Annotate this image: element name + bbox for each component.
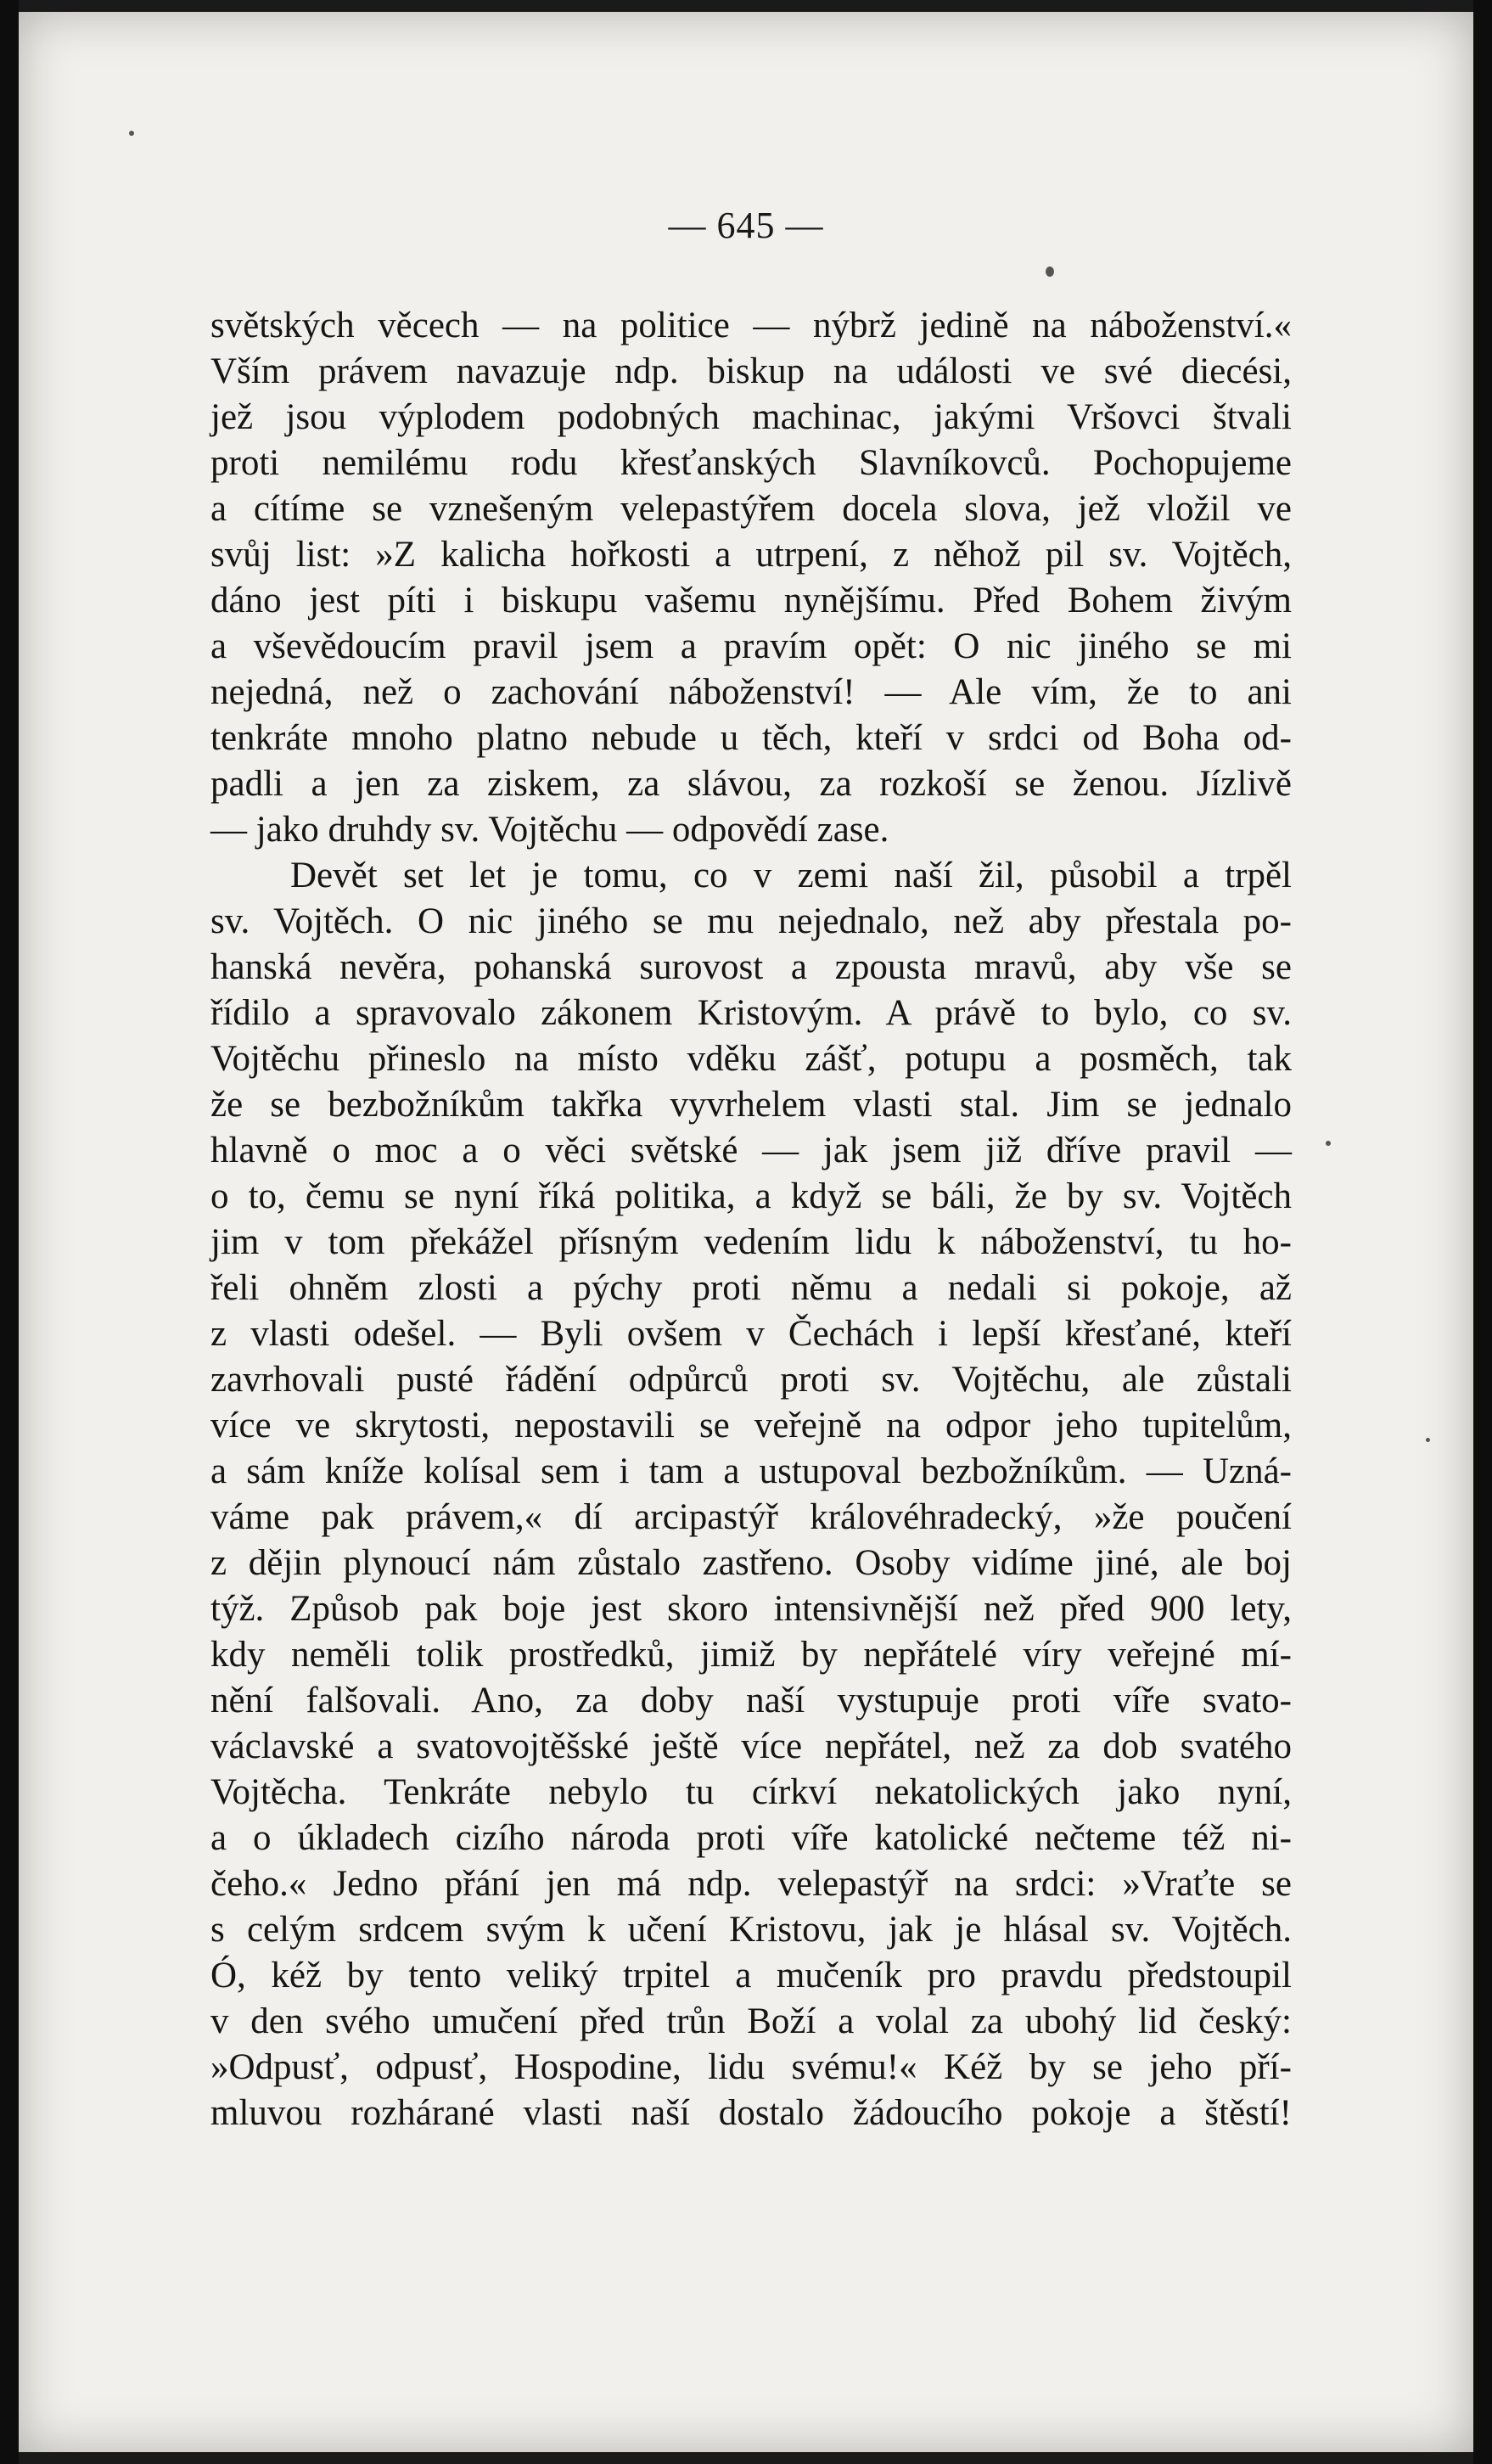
text-line: hanská nevěra, pohanská surovost a zpousta mravů, aby vše se (210, 947, 1292, 987)
text-line: mluvou rozhárané vlasti naší dostalo žádoucího pokoje a štěstí! (210, 2093, 1292, 2133)
text-line: jim v tom překážel přísným vedením lidu k náboženství, tu ho- (210, 1222, 1292, 1262)
text-line: nejedná, než o zachování náboženství! — Ale vím, že to ani (210, 672, 1292, 712)
text-line: zavrhovali pusté řádění odpůrců proti sv. Vojtěchu, ale zůstali (210, 1360, 1292, 1400)
text-line: z dějin plynoucí nám zůstalo zastřeno. Osoby vidíme jiné, ale boj (210, 1543, 1292, 1583)
text-line: Vojtěchu přineslo na místo vděku zášť, potupu a posměch, tak (210, 1039, 1292, 1079)
text-line: dáno jest píti i biskupu vašemu nynějšímu. Před Bohem živým (210, 581, 1292, 620)
text-line: proti nemilému rodu křesťanských Slavníkovců. Pochopujeme (210, 443, 1292, 483)
text-line: Ó, kéž by tento veliký trpitel a mučeník pro pravdu předstoupil (210, 1956, 1292, 1995)
text-line: o to, čemu se nyní říká politika, a když se báli, že by sv. Vojtěch (210, 1176, 1292, 1216)
text-line: — jako druhdy sv. Vojtěchu — odpovědí zase. (210, 810, 889, 850)
text-line: hlavně o moc a o věci světské — jak jsem již dříve pravil — (210, 1131, 1292, 1170)
body-text (210, 303, 1292, 2136)
text-line: Devět set let je tomu, co v zemi naší žil, působil a trpěl (290, 856, 1292, 895)
text-line: a sám kníže kolísal sem i tam a ustupoval bezbožníkům. — Uzná- (210, 1451, 1292, 1491)
text-line: sv. Vojtěch. O nic jiného se mu nejednalo, než aby přestala po- (210, 901, 1292, 941)
text-line: řídilo a spravovalo zákonem Kristovým. A právě to bylo, co sv. (210, 993, 1292, 1033)
text-line: tenkráte mnoho platno nebude u těch, kteří v srdci od Boha od- (210, 718, 1292, 758)
text-line: a cítíme se vznešeným velepastýřem docela slova, jež vložil ve (210, 489, 1292, 529)
text-line: více ve skrytosti, nepostavili se veřejně na odpor jeho tupitelům, (210, 1406, 1292, 1445)
text-line: padli a jen za ziskem, za slávou, za rozkoší se ženou. Jízlivě (210, 764, 1292, 804)
book-page (19, 12, 1473, 2452)
text-line: a o úkladech cizího národa proti víře katolické nečteme též ni- (210, 1818, 1292, 1858)
page-number: — 645 — (668, 205, 824, 246)
scan-left-edge (0, 0, 19, 2464)
scan-speck (1326, 1141, 1331, 1146)
text-line: a vševědoucím pravil jsem a pravím opět: O nic jiného se mi (210, 626, 1292, 666)
text-line: »Odpusť, odpusť, Hospodine, lidu svému!« Kéž by se jeho pří- (210, 2047, 1292, 2087)
text-line: světských věcech — na politice — nýbrž jedině na náboženství.« (210, 306, 1292, 345)
scan-speck (129, 131, 134, 136)
text-line: v den svého umučení před trůn Boží a volal za ubohý lid český: (210, 2001, 1292, 2041)
text-line: týž. Způsob pak boje jest skoro intensivnější než před 900 lety, (210, 1589, 1292, 1629)
text-line: řeli ohněm zlosti a pýchy proti němu a nedali si pokoje, až (210, 1268, 1292, 1308)
text-line: václavské a svatovojtěšské ještě více nepřátel, než za dob svatého (210, 1726, 1292, 1766)
text-line: váme pak právem,« dí arcipastýř královéhradecký, »že poučení (210, 1497, 1292, 1537)
scan-speck (1046, 267, 1054, 277)
scan-speck (1426, 1438, 1430, 1442)
text-line: z vlasti odešel. — Byli ovšem v Čechách i lepší křesťané, kteří (210, 1314, 1292, 1354)
text-line: jež jsou výplodem podobných machinac, jakými Vršovci štvali (210, 397, 1292, 437)
text-line: že se bezbožníkům takřka vyvrhelem vlasti stal. Jim se jednalo (210, 1085, 1292, 1125)
text-line: Vším právem navazuje ndp. biskup na události ve své diecési, (210, 351, 1292, 391)
text-line: kdy neměli tolik prostředků, jimiž by nepřátelé víry veřejné mí- (210, 1635, 1292, 1675)
text-line: Vojtěcha. Tenkráte nebylo tu církví nekatolických jako nyní, (210, 1772, 1292, 1812)
text-line: svůj list: »Z kalicha hořkosti a utrpení, z něhož pil sv. Vojtěch, (210, 535, 1292, 575)
text-line: nění falšovali. Ano, za doby naší vystupuje proti víře svato- (210, 1681, 1292, 1720)
text-line: čeho.« Jedno přání jen má ndp. velepastýř na srdci: »Vraťte se (210, 1864, 1292, 1904)
text-line: s celým srdcem svým k učení Kristovu, jak je hlásal sv. Vojtěch. (210, 1910, 1292, 1950)
scan-right-edge (1473, 0, 1492, 2464)
